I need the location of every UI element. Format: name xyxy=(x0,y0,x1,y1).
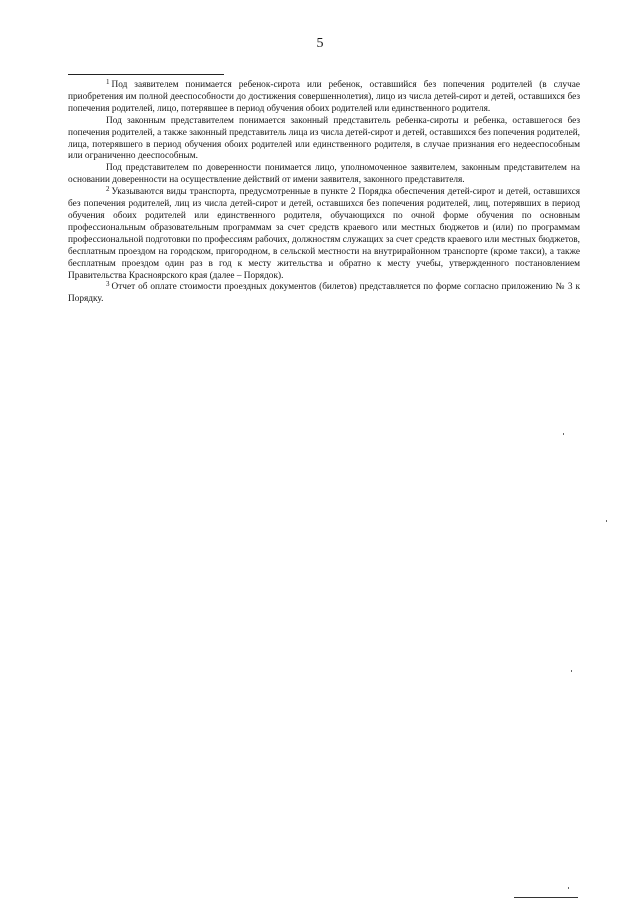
scan-speck xyxy=(571,670,572,672)
scan-speck xyxy=(606,520,607,522)
bottom-rule xyxy=(514,897,578,898)
footnote-1-proxy-representative xyxy=(68,163,580,187)
footnote-marker: 1 xyxy=(106,78,110,86)
footnote-text: Указываются виды транспорта, предусмотренные в пункте 2 Порядка обеспечения детей-сирот и детей, оставшихся без попечения родителей, лиц из числа детей-сирот и детей, оставшихся без попечения родителей, лиц, потерявших в период обучения обоих родителей или единственного родителя, обучающихся по очной форме обучения по основным профессиональным образовательным программам за счет средств краевого или местных бюджетов и (или) по программам профессиональной подготовки по профессиям рабочих, должностям служащих за счет средств краевого или местных бюджетов, бесплатным проездом на городском, пригородном, в сельской местности на внутрирайонном транспорте (кроме такси), а также бесплатным проездом один раз в год к месту жительства и обратно к месту учебы, утвержденного постановлением Правительства Красноярского края (далее – Порядок). xyxy=(68,187,580,281)
footnote-marker: 3 xyxy=(106,280,110,289)
footnotes xyxy=(68,80,580,306)
footnote-text: Под заявителем понимается ребенок-сирота или ребенок, оставшийся без попечения родителей (в случае приобретения им полной дееспособности до достижения совершеннолетия), лицо из числа детей-сирот и детей, оставшихся без попечения родителей, лицо, потерявшее в период обучения обоих родителей или единственного родителя. xyxy=(68,80,580,114)
footnote-3 xyxy=(68,282,580,306)
footnote-text: Отчет об оплате стоимости проездных документов (билетов) представляется по форме согласно приложению № 3 к Порядку. xyxy=(68,282,580,305)
footnote-1-legal-representative xyxy=(68,116,580,164)
footnote-marker: 2 xyxy=(106,185,110,194)
page-number: 5 xyxy=(316,36,324,51)
scan-speck xyxy=(563,433,564,435)
footnote-text: Под представителем по доверенности понимается лицо, уполномоченное заявителем, законным представителем на основании доверенности на осуществление действий от имени заявителя, законного представителя. xyxy=(68,163,580,186)
footnote-1 xyxy=(68,80,580,116)
scan-speck xyxy=(568,887,569,889)
footnote-text: Под законным представителем понимается законный представитель ребенка-сироты и ребенка, оставшегося без попечения родителей, а также законный представитель лица из числа детей-сирот и детей, оставшихся без попечения родителей, лица, потерявшего в период обучения обоих родителей или единственного родителя, в случае признания его недееспособным или ограниченно дееспособным. xyxy=(68,115,580,162)
footnote-2 xyxy=(68,187,580,282)
footnote-separator xyxy=(68,74,224,75)
